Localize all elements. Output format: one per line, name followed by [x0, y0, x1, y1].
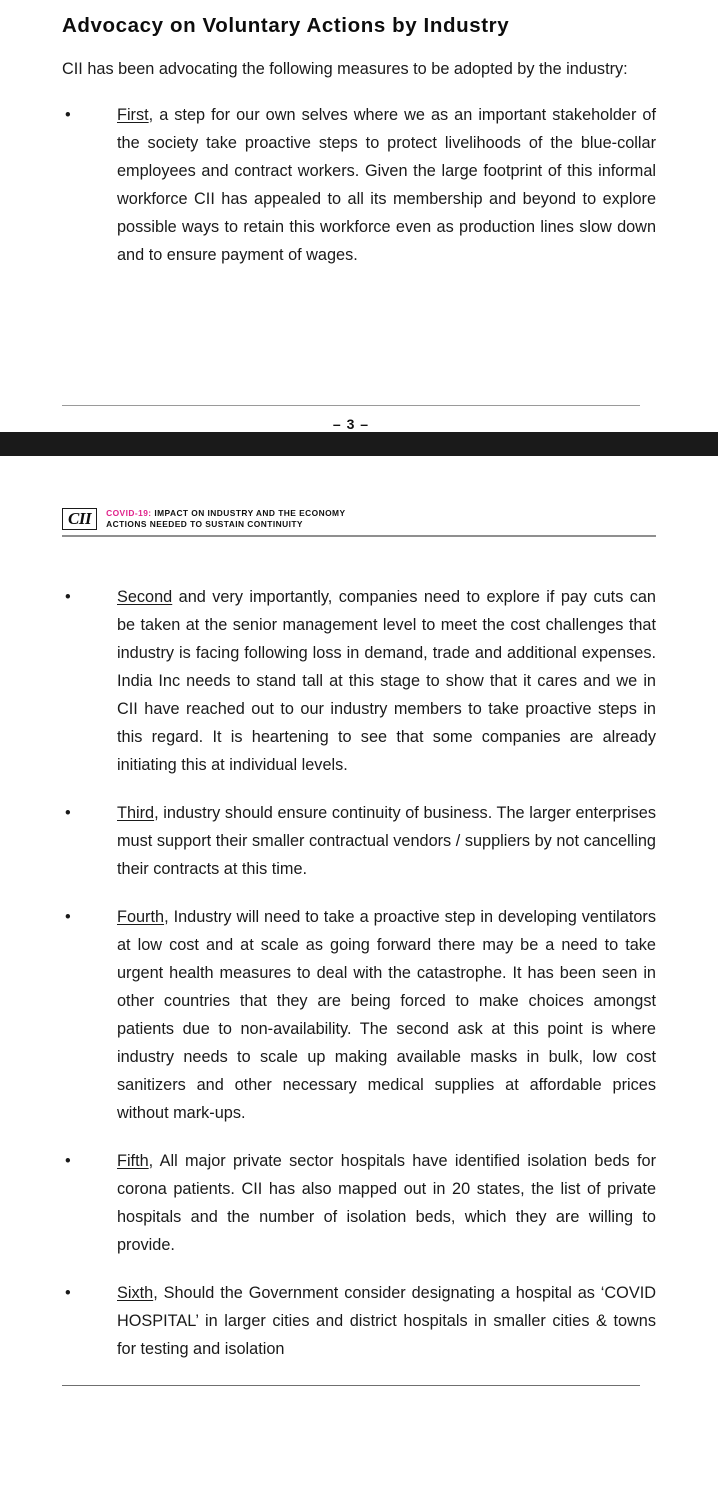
- page-1-text-column: [62, 14, 656, 269]
- bullet-body-text: , a step for our own selves where we as an important stakeholder of the society take proactive steps to protect livelihoods of the blue-collar employees and contract workers. Given the large footprint of this informal workforce CII has appealed to all its membership and beyond to explore possible ways to retain this workforce even as production lines slow down and to ensure payment of wages.: [117, 105, 656, 264]
- intro-paragraph: CII has been advocating the following measures to be adopted by the industry:: [62, 59, 628, 78]
- bullet-marker-icon: •: [65, 1152, 71, 1170]
- list-item: [62, 583, 656, 779]
- running-header-line-2: ACTIONS NEEDED TO SUSTAIN CONTINUITY: [106, 519, 303, 529]
- bullet-body-text: , Industry will need to take a proactive step in developing ventilators at low cost and at scale as going forward there may be a need to take urgent health measures to deal with the catastrophe. It has been seen in other countries that they are being forced to make choices amongst patients due to non-availability. The second ask at this point is where industry needs to scale up making available masks in bulk, low cost sanitizers and other necessary medical supplies at affordable prices without mark-ups.: [117, 908, 656, 1122]
- list-item: [62, 1279, 656, 1363]
- running-header-divider: [62, 535, 656, 537]
- cii-logo: CII: [62, 508, 97, 530]
- running-header-title-block: [106, 508, 345, 530]
- running-header-content: [62, 508, 656, 530]
- bullet-body-text: , Should the Government consider designating a hospital as ‘COVID HOSPITAL’ in larger cities and district hospitals in smaller cities & towns for testing and isolation: [117, 1284, 656, 1358]
- bullet-lead-word: Fifth: [117, 1152, 149, 1170]
- page-2-footer-divider: [62, 1385, 640, 1386]
- list-item: [62, 799, 656, 883]
- page-break-separator: [0, 432, 718, 456]
- list-item: [62, 903, 656, 1127]
- advocacy-bullet-list-page-2: [62, 583, 656, 1363]
- running-header: [62, 508, 656, 537]
- bullet-lead-word: Third: [117, 804, 155, 822]
- bullet-lead-word: First: [117, 105, 149, 124]
- bullet-body-text: , All major private sector hospitals have identified isolation beds for corona patients. CII has also mapped out in 20 states, the list of private hospitals and the number of isolation beds, which they are willing to provide.: [117, 1152, 656, 1254]
- document-page-1: [0, 0, 718, 432]
- list-item: [62, 1147, 656, 1259]
- running-header-line-1-rest: IMPACT ON INDUSTRY AND THE ECONOMY: [151, 508, 346, 519]
- bullet-marker-icon: •: [65, 588, 71, 606]
- document-page-2: [0, 508, 718, 1386]
- bullet-marker-icon: •: [65, 1284, 71, 1302]
- page-footer: [62, 405, 640, 432]
- page-gap-spacer: [0, 456, 718, 466]
- covid-19-tag: COVID-19:: [106, 508, 152, 519]
- page-title: Advocacy on Voluntary Actions by Industry: [62, 14, 510, 37]
- advocacy-bullet-list-page-1: [62, 101, 656, 269]
- page-number: – 3 –: [332, 416, 370, 432]
- bullet-marker-icon: •: [65, 105, 71, 124]
- bullet-marker-icon: •: [65, 908, 71, 926]
- page-2-text-column: [62, 583, 656, 1363]
- bullet-lead-word: Sixth: [117, 1284, 154, 1302]
- bullet-body-text: , industry should ensure continuity of business. The larger enterprises must support their smaller contractual vendors / suppliers by not cancelling their contracts at this time.: [117, 804, 656, 878]
- bullet-lead-word: Fourth: [117, 908, 165, 926]
- bullet-lead-word: Second: [117, 588, 173, 606]
- bullet-marker-icon: •: [65, 804, 71, 822]
- running-header-line-1: [106, 508, 345, 519]
- list-item: [62, 101, 656, 269]
- bullet-body-text: and very importantly, companies need to explore if pay cuts can be taken at the senior management level to meet the cost challenges that industry is facing following loss in demand, trade and additional expenses. India Inc needs to stand tall at this stage to show that it cares and we in CII have reached out to our industry members to take proactive steps in this regard. It is heartening to see that some companies are already initiating this at individual levels.: [117, 588, 656, 774]
